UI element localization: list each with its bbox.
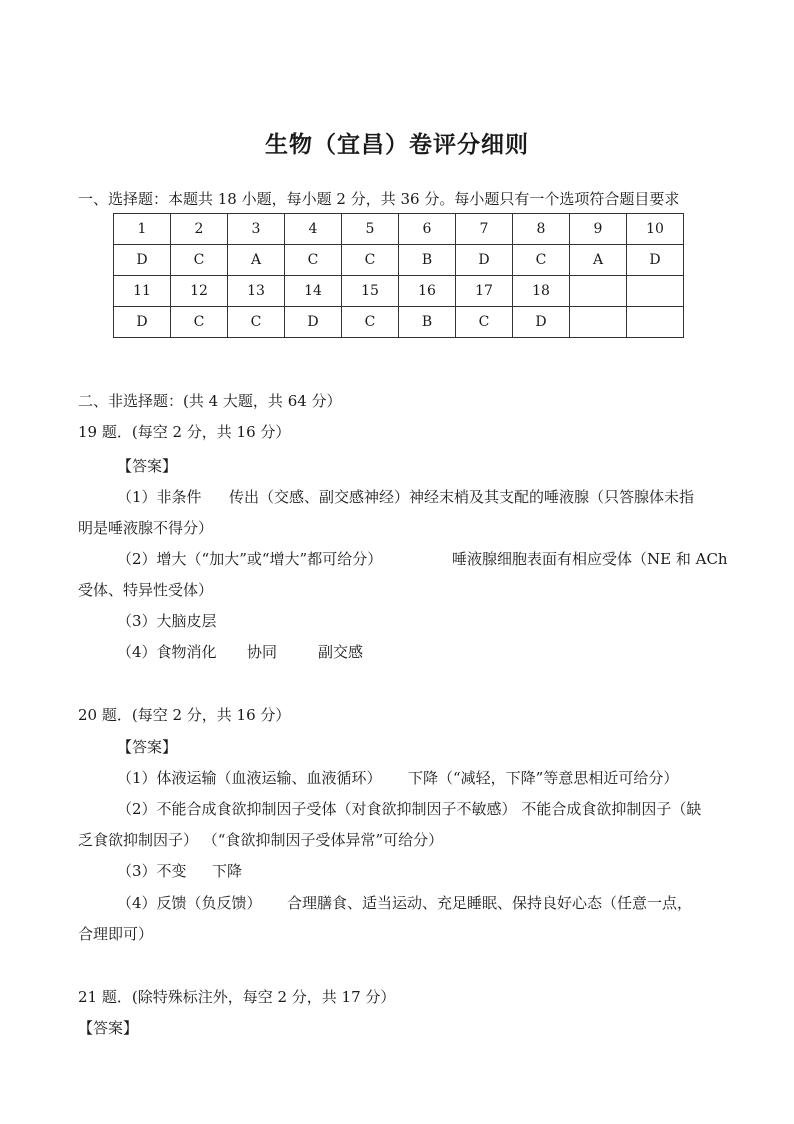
table-cell: C bbox=[456, 307, 513, 338]
q20-answer-4a: （4）反馈（负反馈） bbox=[117, 894, 262, 912]
table-cell: C bbox=[171, 245, 228, 276]
table-cell: 17 bbox=[456, 276, 513, 307]
q21-answer-label: 【答案】 bbox=[78, 1019, 139, 1037]
q19-answer-2a: （2）增大（“加大”或“增大”都可给分） bbox=[117, 550, 383, 568]
table-cell: 11 bbox=[114, 276, 171, 307]
table-cell: 16 bbox=[399, 276, 456, 307]
table-cell: D bbox=[456, 245, 513, 276]
table-cell: 10 bbox=[627, 214, 684, 245]
table-cell: C bbox=[285, 245, 342, 276]
q19-answer-3: （3）大脑皮层 bbox=[117, 612, 217, 630]
q20-answer-2b: 乏食欲抑制因子） （“食欲抑制因子受体异常”可给分） bbox=[78, 831, 444, 849]
table-cell: 18 bbox=[513, 276, 570, 307]
table-cell: B bbox=[399, 245, 456, 276]
table-cell: 2 bbox=[171, 214, 228, 245]
q20-answer-3b: 下降 bbox=[212, 862, 243, 880]
q20-answer-4b: 合理膳食、适当运动、充足睡眠、保持良好心态（任意一点， bbox=[287, 894, 693, 912]
q21-header: 21 题．(除特殊标注外，每空 2 分，共 17 分） bbox=[78, 988, 396, 1006]
table-cell: 15 bbox=[342, 276, 399, 307]
table-cell: D bbox=[513, 307, 570, 338]
q20-answer-2a: （2）不能合成食欲抑制因子受体（对食欲抑制因子不敏感） 不能合成食欲抑制因子（缺 bbox=[117, 800, 702, 818]
table-cell bbox=[627, 307, 684, 338]
table-cell: C bbox=[171, 307, 228, 338]
table-row bbox=[114, 245, 684, 276]
table-row bbox=[114, 214, 684, 245]
table-cell: 5 bbox=[342, 214, 399, 245]
q19-answer-1b: 传出（交感、副交感神经）神经末梢及其支配的唾液腺（只答腺体未指 bbox=[229, 488, 695, 506]
table-cell: C bbox=[228, 307, 285, 338]
table-row bbox=[114, 276, 684, 307]
table-cell: 13 bbox=[228, 276, 285, 307]
q20-answer-4c: 合理即可） bbox=[78, 925, 154, 943]
table-cell: D bbox=[285, 307, 342, 338]
table-cell: B bbox=[399, 307, 456, 338]
q19-header: 19 题．(每空 2 分，共 16 分） bbox=[78, 423, 291, 441]
table-cell: 14 bbox=[285, 276, 342, 307]
answer-table bbox=[113, 213, 684, 338]
table-cell bbox=[570, 307, 627, 338]
q19-answer-2c: 受体、特异性受体） bbox=[78, 581, 214, 599]
table-cell bbox=[627, 276, 684, 307]
q19-answer-label: 【答案】 bbox=[117, 457, 178, 475]
table-cell: A bbox=[228, 245, 285, 276]
table-cell: 9 bbox=[570, 214, 627, 245]
table-cell: C bbox=[342, 245, 399, 276]
section-1-heading: 一、选择题：本题共 18 小题，每小题 2 分，共 36 分。每小题只有一个选项符合题目要求 bbox=[78, 190, 680, 208]
table-cell: D bbox=[627, 245, 684, 276]
table-cell: D bbox=[114, 307, 171, 338]
table-cell: C bbox=[342, 307, 399, 338]
q20-answer-3a: （3）不变 bbox=[117, 862, 187, 880]
table-cell: 1 bbox=[114, 214, 171, 245]
table-cell bbox=[570, 276, 627, 307]
table-cell: 7 bbox=[456, 214, 513, 245]
table-cell: A bbox=[570, 245, 627, 276]
q19-answer-1a: （1）非条件 bbox=[117, 488, 202, 506]
table-cell: 3 bbox=[228, 214, 285, 245]
table-cell: 8 bbox=[513, 214, 570, 245]
page-title: 生物（宜昌）卷评分细则 bbox=[265, 132, 529, 158]
q20-answer-label: 【答案】 bbox=[117, 738, 178, 756]
q19-answer-4c: 副交感 bbox=[318, 643, 364, 661]
table-cell: 4 bbox=[285, 214, 342, 245]
q20-header: 20 题．(每空 2 分，共 16 分） bbox=[78, 706, 291, 724]
table-cell: 6 bbox=[399, 214, 456, 245]
table-cell: 12 bbox=[171, 276, 228, 307]
table-cell: C bbox=[513, 245, 570, 276]
q19-answer-1c: 明是唾液腺不得分） bbox=[78, 519, 214, 537]
q20-answer-1b: 下降（“减轻，下降”等意思相近可给分） bbox=[408, 769, 679, 787]
q20-answer-1a: （1）体液运输（血液运输、血液循环） bbox=[117, 769, 382, 787]
q19-answer-4b: 协同 bbox=[247, 643, 278, 661]
q19-answer-2b: 唾液腺细胞表面有相应受体（NE 和 ACh bbox=[452, 550, 728, 568]
q19-answer-4a: （4）食物消化 bbox=[117, 643, 217, 661]
section-2-heading: 二、非选择题：(共 4 大题，共 64 分） bbox=[78, 392, 342, 410]
table-cell: D bbox=[114, 245, 171, 276]
table-row bbox=[114, 307, 684, 338]
